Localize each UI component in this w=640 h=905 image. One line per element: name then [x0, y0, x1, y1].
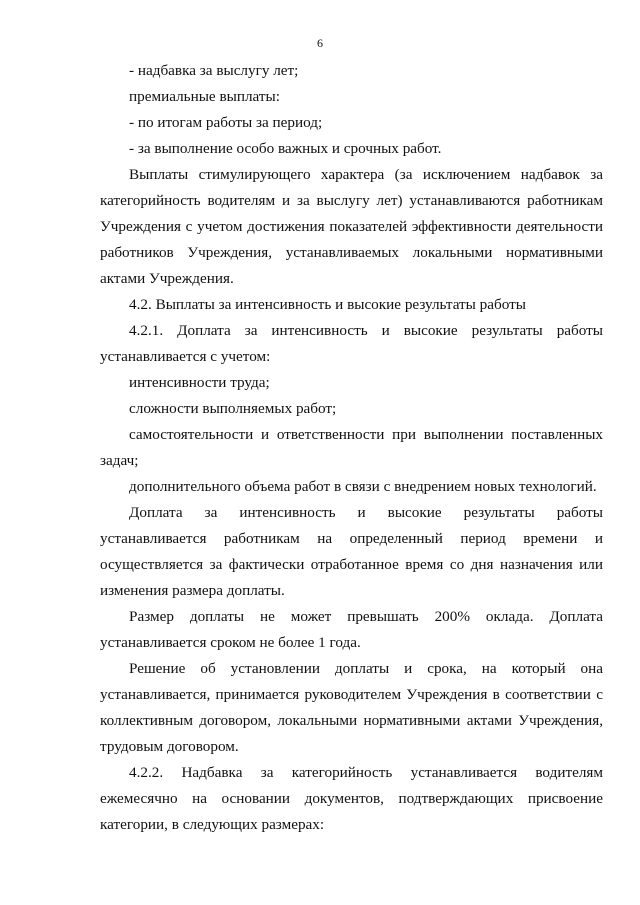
section-heading-4-2: 4.2. Выплаты за интенсивность и высокие результаты работы: [129, 296, 526, 313]
paragraph-12: Доплата за интенсивность и высокие результаты работы устанавливается работникам на определенный период времени и осуществляется за фактически отработанное время со дня назначения или изменения размера доплаты.: [100, 504, 603, 599]
paragraph-4-2-2: 4.2.2. Надбавка за категорийность устанавливается водителям ежемесячно на основании документов, подтверждающих присвоение категории, в следующих размерах:: [100, 764, 603, 833]
paragraph-14: Решение об установлении доплаты и срока, на который она устанавливается, принимается руководителем Учреждения в соответствии с коллективным договором, локальными нормативными актами Учреждения, трудовым договором.: [100, 660, 603, 755]
paragraph-13: Размер доплаты не может превышать 200% оклада. Доплата устанавливается сроком не более 1 года.: [100, 608, 603, 651]
paragraph-11: дополнительного объема работ в связи с внедрением новых технологий.: [129, 478, 597, 495]
paragraph-8: интенсивности труда;: [129, 374, 270, 391]
page-number: 6: [317, 36, 323, 50]
paragraph-9: сложности выполняемых работ;: [129, 400, 337, 417]
document-body: [100, 58, 603, 838]
paragraph-1: - надбавка за выслугу лет;: [129, 62, 299, 79]
paragraph-10: самостоятельности и ответственности при выполнении поставленных задач;: [100, 426, 603, 469]
paragraph-3: - по итогам работы за период;: [129, 114, 323, 131]
paragraph-4: - за выполнение особо важных и срочных работ.: [129, 140, 442, 157]
paragraph-5: Выплаты стимулирующего характера (за исключением надбавок за категорийность водителям и за выслугу лет) устанавливаются работникам Учреждения с учетом достижения показателей эффективности деятельности работников Учреждения, устанавливаемых локальными нормативными актами Учреждения.: [100, 166, 603, 287]
paragraph-2: премиальные выплаты:: [129, 88, 280, 105]
paragraph-4-2-1: 4.2.1. Доплата за интенсивность и высокие результаты работы устанавливается с учетом:: [100, 322, 603, 365]
